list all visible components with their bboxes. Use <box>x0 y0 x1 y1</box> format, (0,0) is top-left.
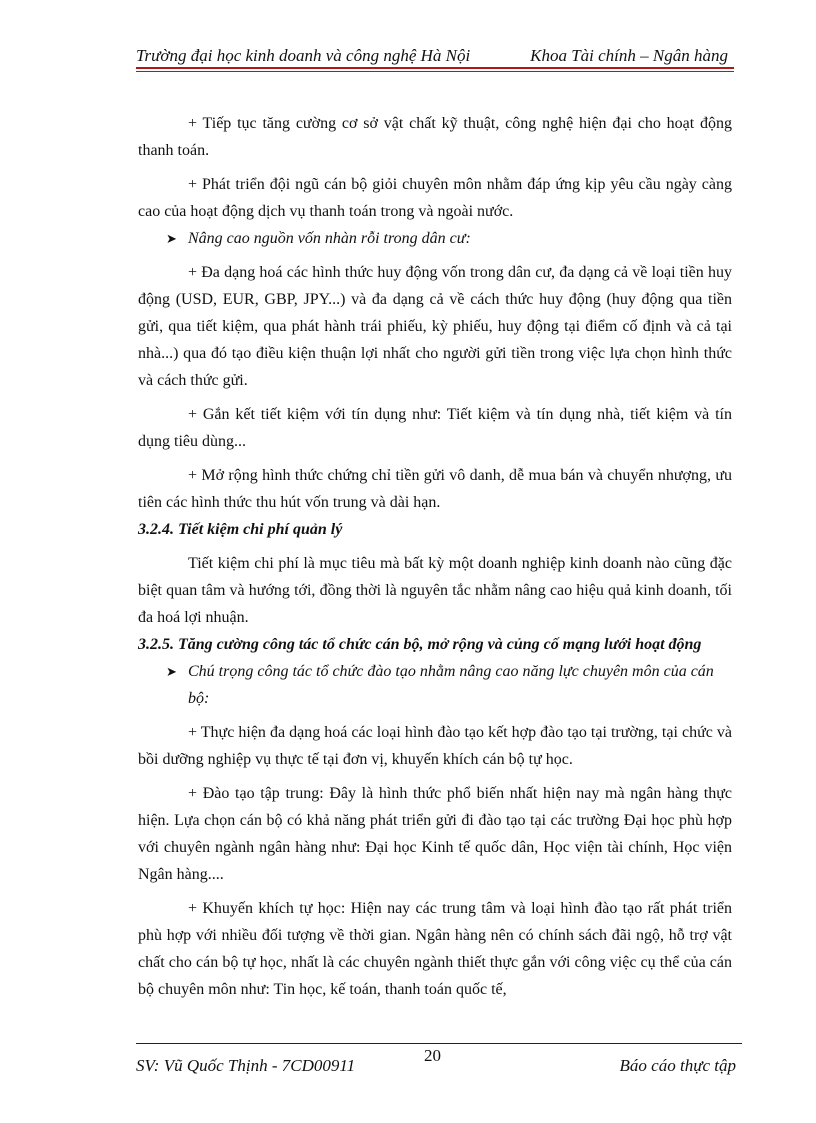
bullet-item <box>138 658 732 712</box>
header-university: Trường đại học kinh doanh và công nghệ Hà Nội <box>136 46 471 65</box>
footer-student: SV: Vũ Quốc Thịnh - 7CD00911 <box>136 1056 356 1075</box>
paragraph: + Tiếp tục tăng cường cơ sở vật chất kỹ thuật, công nghệ hiện đại cho hoạt động thanh toán. <box>138 115 732 159</box>
arrow-bullet-icon: ➤ <box>166 231 177 246</box>
paragraph: + Phát triển đội ngũ cán bộ giỏi chuyên môn nhằm đáp ứng kịp yêu cầu ngày càng cao của hoạt động dịch vụ thanh toán trong và ngoài nước. <box>138 176 732 220</box>
paragraph: + Gắn kết tiết kiệm với tín dụng như: Tiết kiệm và tín dụng nhà, tiết kiệm và tín dụng tiêu dùng... <box>138 406 732 450</box>
page-header <box>136 46 734 66</box>
paragraph: Tiết kiệm chi phí là mục tiêu mà bất kỳ một doanh nghiệp kinh doanh nào cũng đặc biệt quan tâm và hướng tới, đồng thời là nguyên tắc nhằm nâng cao hiệu quả kinh doanh, tối đa hoá lợi nhuận. <box>138 555 732 626</box>
page-footer <box>136 1046 740 1076</box>
section-heading: 3.2.4. Tiết kiệm chi phí quản lý <box>138 521 343 538</box>
paragraph: + Thực hiện đa dạng hoá các loại hình đào tạo kết hợp đào tạo tại trường, tại chức và bồi dưỡng nghiệp vụ thực tế tại đơn vị, khuyến khích cán bộ tự học. <box>138 724 732 768</box>
bullet-text: Chú trọng công tác tổ chức đào tạo nhằm nâng cao năng lực chuyên môn của cán bộ: <box>188 663 714 707</box>
header-faculty: Khoa Tài chính – Ngân hàng <box>530 46 728 65</box>
paragraph: + Mở rộng hình thức chứng chỉ tiền gửi vô danh, dễ mua bán và chuyển nhượng, ưu tiên các hình thức thu hút vốn trung và dài hạn. <box>138 467 732 511</box>
footer-report-type: Báo cáo thực tập <box>619 1056 736 1075</box>
bullet-item <box>138 225 732 252</box>
paragraph: + Khuyến khích tự học: Hiện nay các trung tâm và loại hình đào tạo rất phát triển phù hợp với nhiều đối tượng về thời gian. Ngân hàng nên có chính sách đãi ngộ, hỗ trợ vật chất cho cán bộ tự học, nhất là các chuyên ngành thiết thực gắn với công việc cụ thể của cán bộ chuyên môn như: Tin học, kế toán, thanh toán quốc tế, <box>138 900 732 998</box>
arrow-bullet-icon: ➤ <box>166 664 177 679</box>
section-heading: 3.2.5. Tăng cường công tác tổ chức cán bộ, mở rộng và củng cố mạng lưới hoạt động <box>138 636 702 653</box>
paragraph: + Đa dạng hoá các hình thức huy động vốn trong dân cư, đa dạng cả về loại tiền huy động (USD, EUR, GBP, JPY...) và đa dạng cả về cách thức huy động (huy động qua tiền gửi, qua tiết kiệm, qua phát hành trái phiếu, kỳ phiếu, huy động tại điểm cố định và cả tại nhà...) qua đó tạo điều kiện thuận lợi nhất cho người gửi tiền trong việc lựa chọn hình thức và cách thức gửi. <box>138 264 732 389</box>
header-divider <box>136 67 734 69</box>
page-body <box>138 110 732 1003</box>
bullet-text: Nâng cao nguồn vốn nhàn rỗi trong dân cư: <box>188 230 471 247</box>
paragraph: + Đào tạo tập trung: Đây là hình thức phổ biến nhất hiện nay mà ngân hàng thực hiện. Lựa chọn cán bộ có khả năng phát triển gửi đi đào tạo tại các trường Đại học phù hợp với chuyên ngành ngân hàng như: Đại học Kinh tế quốc dân, Học viện tài chính, Học viện Ngân hàng.... <box>138 785 732 883</box>
header-divider-thin <box>136 71 734 72</box>
footer-divider <box>136 1043 742 1044</box>
page-number: 20 <box>424 1046 441 1065</box>
